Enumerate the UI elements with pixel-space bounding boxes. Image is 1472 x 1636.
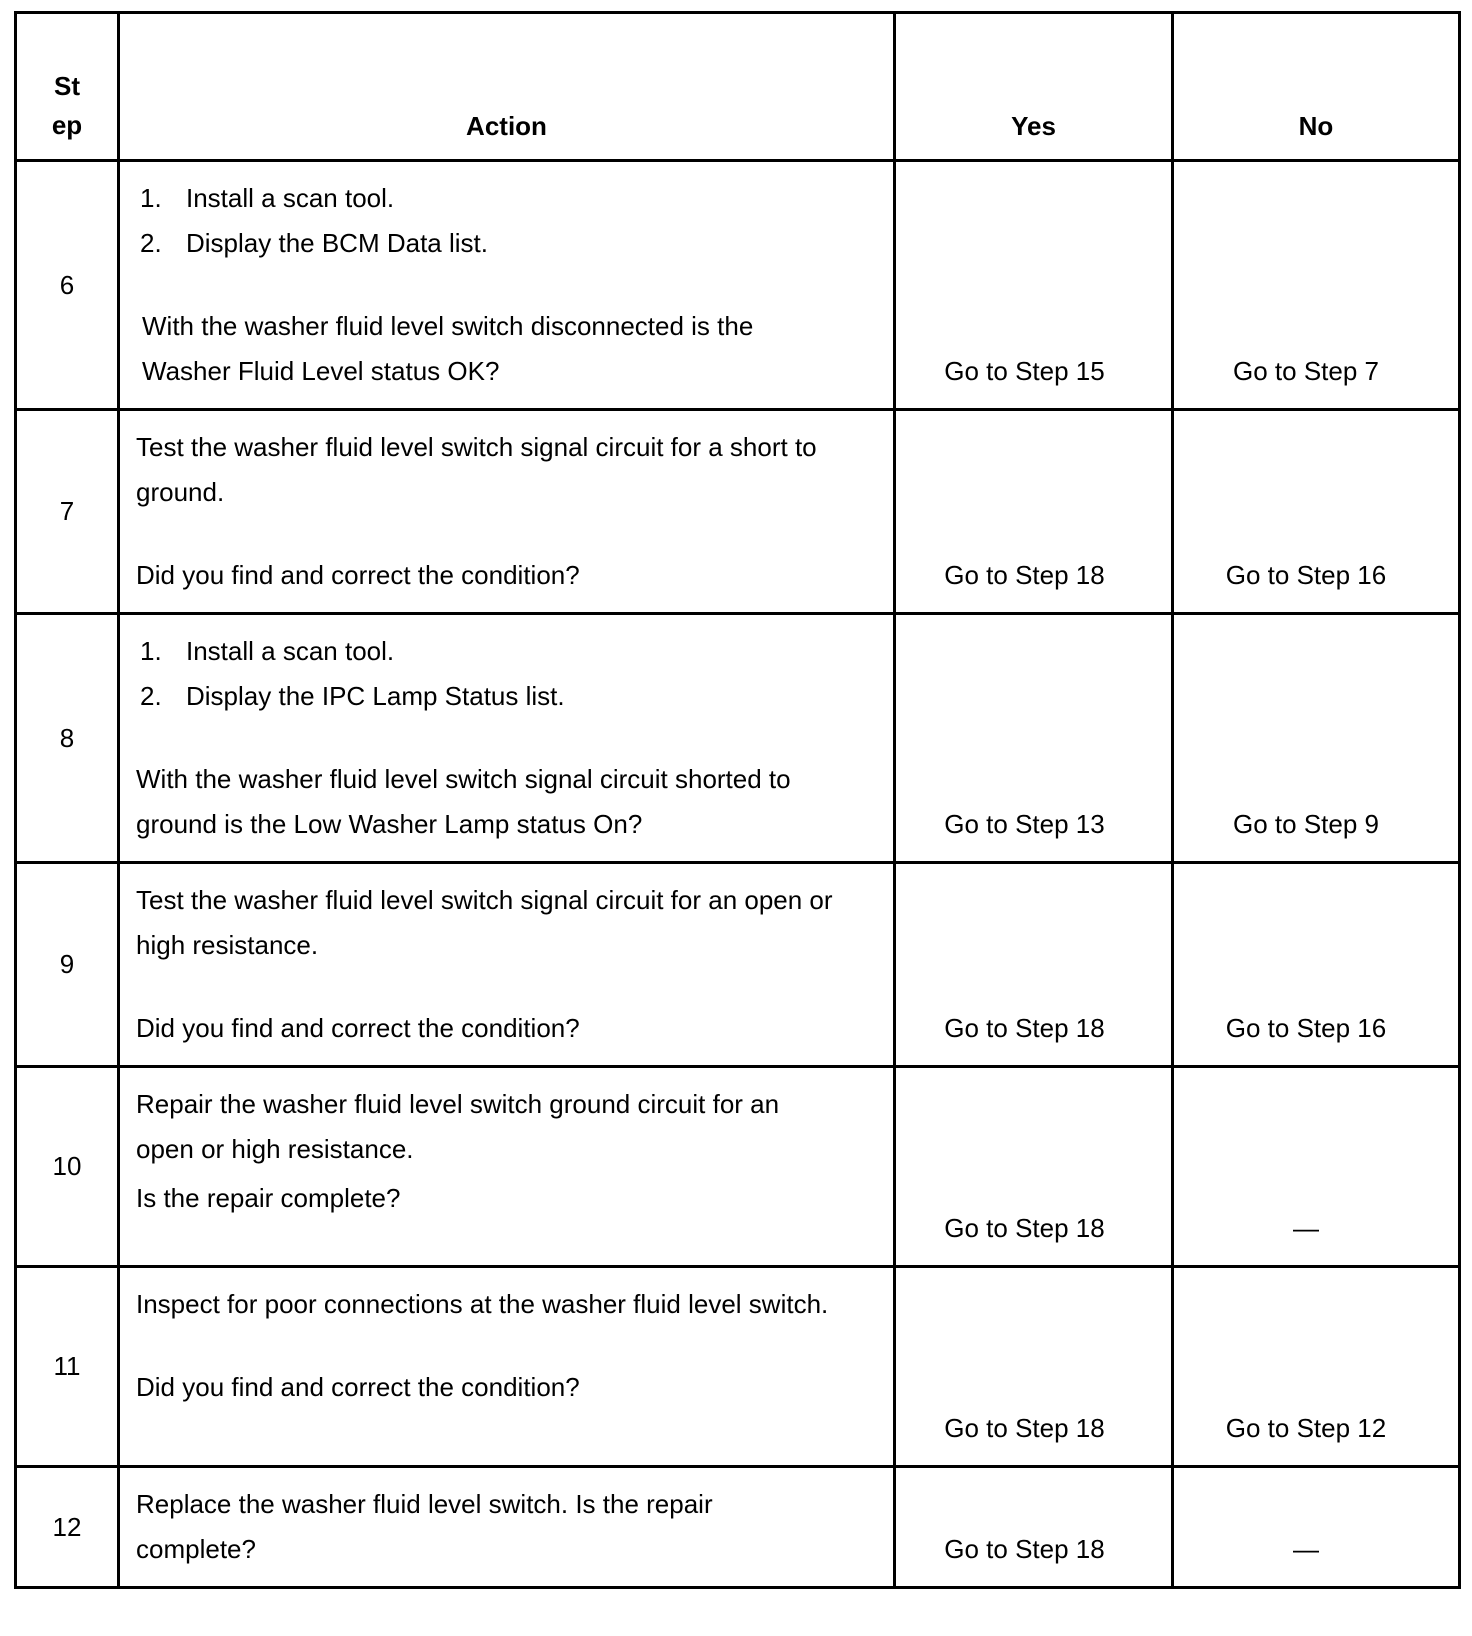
yes-result: Go to Step 18: [895, 1467, 1173, 1588]
table-row: [16, 863, 1460, 1067]
step-number: 8: [16, 614, 119, 863]
action-cell: [119, 161, 895, 410]
header-row: [16, 13, 1460, 161]
action-question: Is the repair complete?: [136, 1183, 401, 1213]
no-result: Go to Step 12: [1173, 1267, 1460, 1467]
no-result: Go to Step 7: [1173, 161, 1460, 410]
table-row: [16, 410, 1460, 614]
table-row: [16, 1467, 1460, 1588]
action-cell: [119, 1267, 895, 1467]
yes-result: Go to Step 13: [895, 614, 1173, 863]
action-text: Repair the washer fluid level switch ground circuit for an open or high resistance.: [136, 1089, 780, 1164]
action-question: Did you find and correct the condition?: [136, 1372, 580, 1402]
action-text: Inspect for poor connections at the washer fluid level switch.: [136, 1289, 829, 1319]
no-result: —: [1173, 1067, 1460, 1267]
list-item: 1. Install a scan tool.: [140, 183, 395, 213]
table-row: [16, 161, 1460, 410]
action-question: Did you find and correct the condition?: [136, 1013, 580, 1043]
diagnostic-table: [14, 11, 1461, 1589]
action-question: Did you find and correct the condition?: [136, 560, 580, 590]
step-number: 10: [16, 1067, 119, 1267]
list-item: 2. Display the BCM Data list.: [140, 228, 488, 258]
list-item: 1. Install a scan tool.: [140, 636, 395, 666]
action-cell: [119, 614, 895, 863]
header-yes: Yes: [895, 13, 1173, 161]
yes-result: Go to Step 18: [895, 1267, 1173, 1467]
step-number: 11: [16, 1267, 119, 1467]
action-list: [136, 629, 833, 719]
no-result: Go to Step 16: [1173, 863, 1460, 1067]
header-step: Step: [16, 13, 119, 161]
action-text: Test the washer fluid level switch signal circuit for a short to ground.: [136, 432, 817, 507]
action-text: Replace the washer fluid level switch. Is the repair complete?: [136, 1489, 713, 1564]
yes-result: Go to Step 18: [895, 1067, 1173, 1267]
no-result: Go to Step 9: [1173, 614, 1460, 863]
action-list: [136, 176, 833, 266]
header-no: No: [1173, 13, 1460, 161]
no-result: Go to Step 16: [1173, 410, 1460, 614]
list-item: 2. Display the IPC Lamp Status list.: [140, 681, 565, 711]
no-result: —: [1173, 1467, 1460, 1588]
action-cell: [119, 1467, 895, 1588]
step-number: 9: [16, 863, 119, 1067]
action-question: With the washer fluid level switch disconnected is the Washer Fluid Level status OK?: [142, 311, 754, 386]
action-cell: [119, 1067, 895, 1267]
action-question: With the washer fluid level switch signal circuit shorted to ground is the Low Washer Lamp status On?: [136, 764, 791, 839]
yes-result: Go to Step 18: [895, 863, 1173, 1067]
yes-result: Go to Step 18: [895, 410, 1173, 614]
yes-result: Go to Step 15: [895, 161, 1173, 410]
table-row: [16, 614, 1460, 863]
table-row: [16, 1067, 1460, 1267]
header-action: Action: [119, 13, 895, 161]
action-cell: [119, 410, 895, 614]
action-text: Test the washer fluid level switch signal circuit for an open or high resistance.: [136, 885, 833, 960]
step-number: 6: [16, 161, 119, 410]
step-number: 12: [16, 1467, 119, 1588]
step-number: 7: [16, 410, 119, 614]
table-row: [16, 1267, 1460, 1467]
action-cell: [119, 863, 895, 1067]
